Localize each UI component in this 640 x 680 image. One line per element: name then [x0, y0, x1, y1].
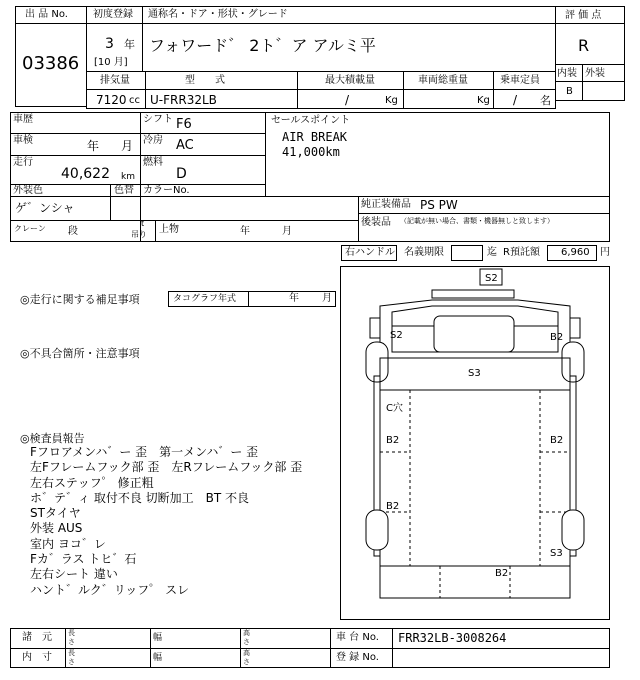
mark-b2-right-1: B2	[550, 435, 564, 446]
r-amount: 6,960	[561, 247, 590, 258]
crane-ton: t	[141, 219, 145, 228]
fuel-value: D	[176, 166, 187, 182]
model-code: U-FRR32LB	[150, 93, 217, 107]
sales-label: セールスポイント	[271, 115, 351, 126]
displacement-label: 排気量	[100, 75, 130, 86]
color-value: ゲ゛ンシャ	[15, 201, 75, 215]
first-reg-year-unit: 年	[124, 38, 135, 51]
upper-year-unit: 年	[240, 226, 250, 237]
registration-label: 登 録 No.	[336, 652, 379, 663]
gross-weight-label: 車両総重量	[418, 75, 468, 86]
report-line: ホ゛テ゛ィ 取付不良 切断加工 BT 不良	[30, 490, 250, 505]
first-reg-label: 初度登録	[93, 9, 133, 20]
mark-s3-cab: S3	[468, 368, 481, 379]
color-no-label: カラーNo.	[143, 185, 190, 196]
r-deposit-label: R預託額	[503, 247, 540, 258]
sales-point-1: AIR BREAK	[282, 130, 348, 144]
meigi-box	[451, 245, 483, 261]
handle-value: 右ハンドル	[345, 247, 395, 258]
mark-c-hole: C穴	[386, 403, 403, 414]
inspection-year-unit: 年	[87, 139, 100, 153]
max-load-slash: /	[345, 93, 350, 107]
equip-value: PS PW	[420, 198, 458, 212]
length-sa: さ	[68, 638, 75, 646]
mark-s2-front: S2	[485, 273, 498, 284]
upper-label: 上物	[159, 224, 179, 235]
supplement-label: ◎走行に関する補足事項	[20, 293, 140, 306]
length-label-2: 長	[68, 649, 75, 657]
mileage-unit: km	[121, 172, 135, 182]
crane-dan: 段	[68, 226, 78, 237]
mark-s2-left: S2	[390, 330, 403, 341]
shift-value: F6	[176, 117, 192, 132]
meigi-label: 名義期限	[404, 247, 444, 258]
chassis-no: FRR32LB-3008264	[398, 631, 507, 645]
height-sa: さ	[243, 638, 250, 646]
length-label: 長	[68, 629, 75, 637]
color-change-label: 色替	[114, 185, 134, 196]
exterior-label: 外装	[585, 68, 605, 79]
mileage-label: 走行	[13, 157, 33, 168]
first-reg-month: [10 月]	[94, 57, 128, 68]
height-sa-2: さ	[243, 658, 250, 666]
mark-b2-left-2: B2	[386, 501, 400, 512]
width-label: 幅	[153, 633, 163, 643]
ac-value: AC	[176, 138, 194, 153]
report-line: 室内 ヨコ゛レ	[30, 536, 106, 551]
report-line: 左右シート 違い	[30, 567, 118, 582]
mark-b2-rear: B2	[495, 568, 509, 579]
report-line: 左Fフレームフック部 歪 左Rフレームフック部 歪	[30, 460, 303, 475]
report-line: 左右ステッフ゜ 修正粗	[30, 475, 154, 490]
width-label-2: 幅	[153, 653, 163, 663]
model-label: 型 式	[185, 75, 225, 86]
inspection-month-unit: 月	[121, 139, 134, 153]
rear-left-wheel	[366, 510, 388, 550]
car-name: フォワード゛ 2ト゛ア アルミ平	[149, 36, 376, 55]
bed-panel-lines	[380, 390, 570, 598]
capacity-label: 乗車定員	[500, 75, 540, 86]
gross-weight-unit: Kg	[477, 95, 490, 106]
capacity-unit: 名	[540, 94, 551, 107]
r-yen: 円	[600, 247, 610, 258]
report-lines	[30, 445, 302, 598]
first-reg-year: 3	[105, 36, 114, 52]
report-line: ハント゛ルク゛リッフ゜ スレ	[30, 582, 190, 597]
report-line: Fカ゛ラス トヒ゛石	[30, 552, 137, 567]
upper-month-unit: 月	[282, 226, 292, 237]
height-label: 高	[243, 629, 250, 637]
lot-no-label: 出 品 No.	[25, 9, 68, 20]
sales-point-2: 41,000km	[282, 145, 340, 159]
report-line: 外装 AUS	[30, 521, 83, 536]
report-line: STタイヤ	[30, 506, 81, 521]
crane-tsuri: 吊り	[131, 230, 147, 239]
mark-b2-front-right: B2	[550, 332, 564, 343]
truck-diagram	[340, 266, 610, 620]
report-label: ◎検査員報告	[20, 432, 85, 445]
ac-label: 冷房	[143, 135, 163, 146]
mark-s3-rear-right: S3	[550, 548, 563, 559]
max-load-label: 最大積載量	[325, 75, 375, 86]
naiyo-label: 内 寸	[22, 652, 52, 663]
model-name-label: 通称名・ドア・形状・グレード	[148, 9, 288, 20]
options-label: 後装品	[361, 217, 391, 228]
mark-b2-left-1: B2	[386, 435, 400, 446]
tacho-label: タコグラフ年式	[173, 294, 237, 304]
cab-outline	[370, 290, 580, 358]
tacho-year-unit: 年	[289, 293, 299, 304]
height-label-2: 高	[243, 649, 250, 657]
shogen-label: 諸 元	[22, 632, 52, 643]
bed-outline	[374, 358, 576, 598]
rating-value: R	[578, 36, 590, 55]
crane-label: クレーン	[14, 224, 46, 233]
history-label: 車歴	[13, 114, 33, 125]
equip-label: 純正装備品	[361, 199, 411, 210]
options-note: （記載が無い場合、書類・機器無しと致します）	[400, 217, 554, 225]
mileage-value: 40,622	[61, 166, 110, 182]
rating-label: 評 価 点	[565, 10, 602, 21]
color-label: 外装色	[13, 185, 43, 196]
rear-right-wheel	[562, 510, 584, 550]
displacement-value: 7120	[96, 93, 127, 107]
fuel-label: 燃料	[143, 157, 163, 168]
inspection-label: 車検	[13, 135, 33, 146]
interior-label: 内装	[557, 68, 577, 79]
lot-no: 03386	[22, 53, 80, 74]
defects-label: ◎不具合箇所・注意事項	[20, 347, 140, 360]
tacho-month-unit: 月	[322, 293, 332, 304]
max-load-unit: Kg	[385, 95, 398, 106]
length-sa-2: さ	[68, 658, 75, 666]
cc-unit: cc	[129, 95, 140, 106]
chassis-label: 車 台 No.	[336, 632, 379, 643]
interior-grade: B	[566, 86, 573, 97]
r-made-label: 迄	[487, 247, 497, 258]
report-line: Fフロアメンハ゛ー 歪 第一メンハ゛ー 歪	[30, 445, 259, 459]
shift-label: シフト	[143, 114, 173, 125]
capacity-slash: /	[513, 93, 518, 107]
